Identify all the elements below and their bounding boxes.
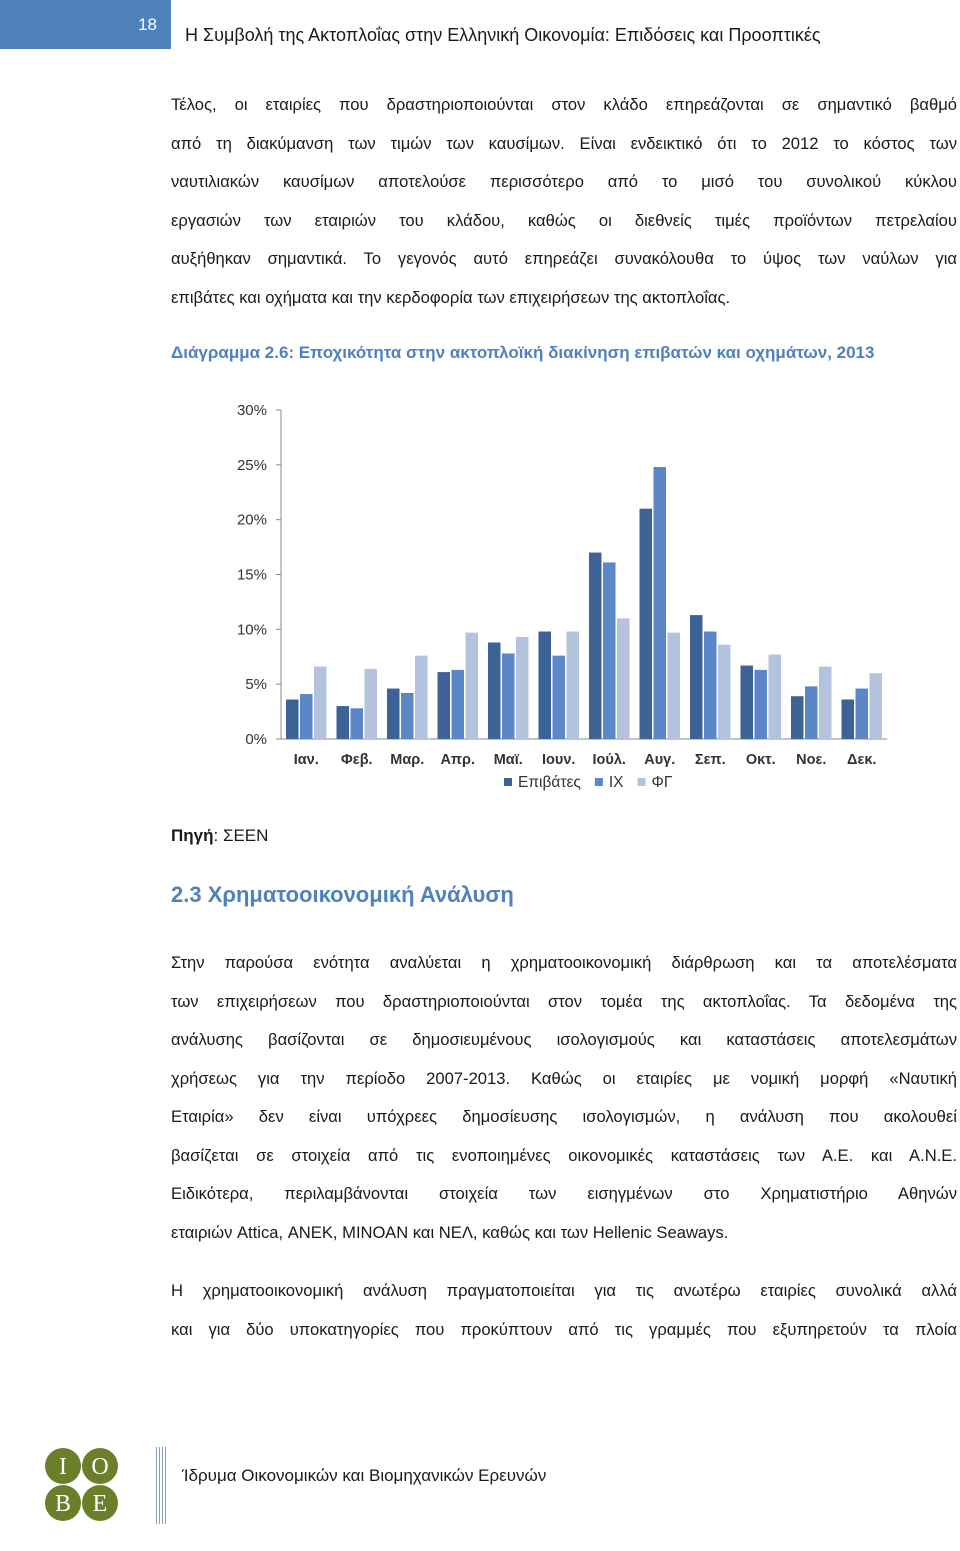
bar [819,667,832,739]
bar [401,693,414,739]
logo-letter: Ο [91,1454,109,1480]
bar [314,667,327,739]
text-line: εταιριών Attica, ΑΝΕΚ, ΜΙΝΟΑΝ και ΝΕΛ, καθώς και των Hellenic Seaways. [171,1222,729,1242]
bar [488,642,501,739]
text-line: ναυτιλιακών καυσίμων αποτελούσε περισσότερο από το μισό του συνολικού κύκλου [171,172,957,191]
bar [704,632,717,739]
bar [870,673,883,739]
x-tick-label: Δεκ. [847,752,877,768]
text-line: εργασιών των εταιριών του κλάδου, καθώς οι διεθνείς τιμές προϊόντων πετρελαίου [171,210,957,230]
logo-letter: Ι [59,1454,67,1480]
legend-label: ΙΧ [608,774,624,791]
seasonality-bar-chart [171,395,931,807]
legend-label: ΦΓ [651,774,673,791]
text-line: και για δύο υποκατηγορίες που προκύπτουν από τις γραμμές που εξυπηρετούν τα πλοία [171,1319,957,1339]
bar [300,694,313,739]
text-line: Τέλος, οι εταιρίες που δραστηριοποιούνται στον κλάδο επηρεάζονται σε σημαντικό βαθμό [171,95,957,114]
bar [668,633,681,739]
y-tick-label: 5% [245,676,267,694]
text-line: Στην παρούσα ενότητα αναλύεται η χρηματοοικονομική διάρθρωση και τα αποτελέσματα [171,953,957,972]
footer-organization: Ίδρυμα Οικονομικών και Βιομηχανικών Ερευνών [182,1466,547,1485]
bar [415,656,428,739]
bar [351,708,364,739]
text-line: επιβάτες και οχήματα και την κερδοφορία των επιχειρήσεων της ακτοπλοΐας. [171,287,731,307]
bar [617,618,630,739]
bar [337,706,350,739]
text-line: χρήσεως για την περίοδο 2007-2013. Καθώς οι εταιρίες με νομική μορφή «Ναυτική [171,1068,957,1088]
bar [387,689,400,739]
logo-letter: Ε [92,1491,108,1517]
x-tick-label: Απρ. [440,752,476,768]
section-heading: 2.3 Χρηματοοικονομική Ανάλυση [171,882,514,907]
bar [286,700,299,739]
bar [654,467,667,739]
bar [791,696,804,739]
bar [438,672,451,739]
legend-swatch [595,778,603,786]
x-tick-label: Μαϊ. [493,752,523,768]
legend-swatch [638,778,646,786]
bar [553,656,566,739]
footer-divider [156,1447,168,1524]
x-tick-label: Σεπ. [694,752,726,768]
x-tick-label: Φεβ. [340,752,373,768]
source-label: Πηγή [171,826,214,845]
bar [769,655,782,739]
text-line: βασίζεται σε στοιχεία από τις ενοποιημένες οικονομικές καταστάσεις των Α.Ε. και Α.Ν.Ε. [171,1145,957,1165]
section-paragraph-2 [171,1272,957,1349]
figure-source [171,826,268,846]
y-tick-label: 15% [236,566,267,584]
bar [516,637,529,739]
logo-letter: Β [54,1491,72,1517]
y-tick-label: 0% [245,731,267,748]
bar [718,645,731,739]
y-tick-label: 20% [236,511,267,529]
x-tick-label: Ιούλ. [592,752,626,768]
y-tick-label: 30% [236,402,267,419]
iobe-logo [44,1447,120,1523]
bar [539,632,552,739]
bar [502,653,515,739]
y-tick-label: 10% [236,621,267,639]
x-tick-label: Αυγ. [644,752,676,768]
x-tick-label: Ιουν. [542,752,576,768]
bar [856,689,869,739]
x-tick-label: Μαρ. [390,752,425,768]
bar [842,700,855,739]
bar [567,632,580,739]
text-line: των επιχειρήσεων που δραστηριοποιούνται στον τομέα της ακτοπλοΐας. Τα δεδομένα της [171,991,957,1011]
bar [452,670,465,739]
bar [755,670,768,739]
bar [805,686,818,739]
text-line: Εταιρία» δεν είναι υπόχρεες δημοσίευσης ισολογισμών, η ανάλυση που ακολουθεί [171,1107,957,1126]
page-number: 18 [0,0,171,49]
x-tick-label: Οκτ. [745,752,776,768]
text-line: από τη διακύμανση των τιμών των καυσίμων. Είναι ενδεικτικό ότι το 2012 το κόστος των [171,133,957,153]
section-paragraph-1 [171,944,957,1252]
x-tick-label: Νοε. [796,752,827,768]
bar [690,615,703,739]
x-tick-label: Ιαν. [293,752,319,768]
intro-paragraph [171,86,957,317]
bar [466,633,479,739]
running-title: Η Συμβολή της Ακτοπλοΐας στην Ελληνική Οικονομία: Επιδόσεις και Προοπτικές [185,25,821,45]
bar [365,669,378,739]
bar [589,553,602,739]
y-tick-label: 25% [236,456,267,474]
legend-label: Επιβάτες [518,774,581,791]
bar [603,562,616,739]
text-line: ανάλυσης βασίζονται σε δημοσιευμένους ισολογισμούς και καταστάσεις αποτελεσμάτων [171,1030,957,1049]
figure-caption: Διάγραμμα 2.6: Εποχικότητα στην ακτοπλοϊκή διακίνηση επιβατών και οχημάτων, 2013 [171,343,875,362]
legend-swatch [504,778,512,786]
source-value: : ΣΕΕΝ [213,826,269,845]
text-line: Η χρηματοοικονομική ανάλυση πραγματοποιείται για τις ανωτέρω εταιρίες συνολικά αλλά [171,1281,957,1300]
text-line: αυξήθηκαν σημαντικά. Το γεγονός αυτό επηρεάζει συνακόλουθα το ύψος των ναύλων για [171,249,957,268]
bar [741,666,754,739]
bar [640,509,653,739]
text-line: Ειδικότερα, περιλαμβάνονται στοιχεία των εισηγμένων στο Χρηματιστήριο Αθηνών [171,1184,957,1203]
